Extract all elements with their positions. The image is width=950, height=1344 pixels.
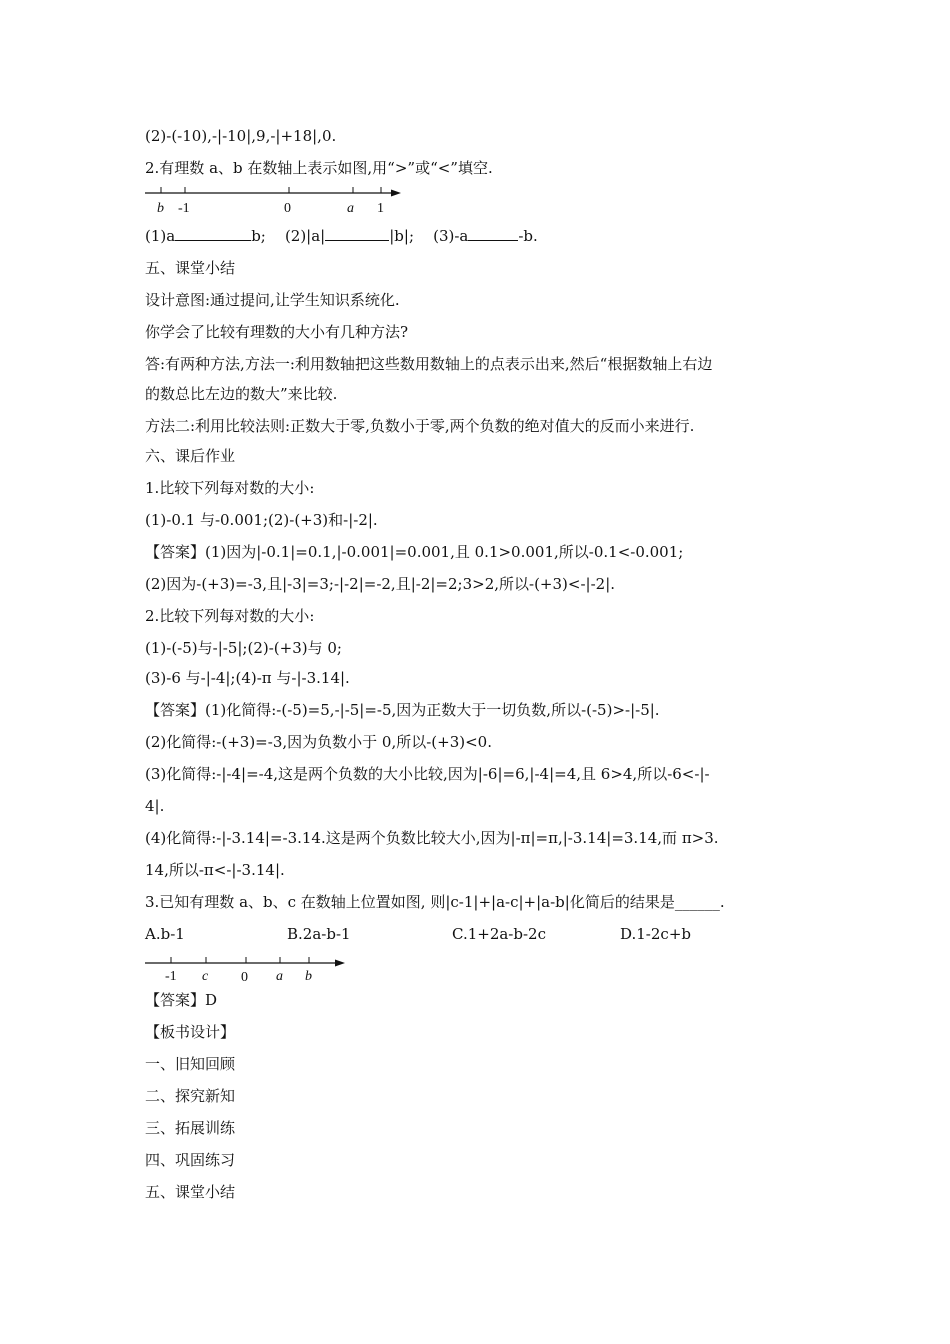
tick-label: c (202, 969, 209, 984)
tick-label: -1 (178, 201, 190, 216)
fill-blank-row: (1)a b; (2)|a| |b|; (3)-a -b. (145, 227, 538, 245)
answer-line: 【答案】(1)化简得:-(-5)=5,-|-5|=-5,因为正数大于一切负数,所以-(-5)>-|-5|. (145, 701, 660, 719)
section-heading: 五、课堂小结 (145, 259, 236, 277)
text-line: (1)-0.1 与-0.001;(2)-(+3)和-|-2|. (145, 511, 378, 529)
tick-label: a (347, 201, 354, 216)
answer-blank[interactable] (175, 226, 251, 241)
answer-line: (4)化简得:-|-3.14|=-3.14.这是两个负数比较大小,因为|-π|=π,|-3.14|=3.14,而 π>3. (145, 829, 719, 847)
option-c: C.1+2a-b-2c (452, 925, 546, 943)
list-item: 三、拓展训练 (145, 1119, 236, 1137)
text-line: 的数总比左边的数大”来比较. (145, 385, 338, 403)
text-line: 设计意图:通过提问,让学生知识系统化. (145, 291, 400, 309)
text-line: (3)-6 与-|-4|;(4)-π 与-|-3.14|. (145, 669, 350, 687)
answer-blank[interactable] (468, 226, 518, 241)
text-line: 方法二:利用比较法则:正数大于零,负数小于零,两个负数的绝对值大的反而小来进行. (145, 417, 695, 435)
tick-label: 1 (377, 201, 384, 216)
text-line: 你学会了比较有理数的大小有几种方法? (145, 323, 409, 341)
text-line: (1)-(-5)与-|-5|;(2)-(+3)与 0; (145, 639, 342, 657)
number-line-figure (143, 182, 403, 218)
answer-line: 14,所以-π<-|-3.14|. (145, 861, 285, 879)
text-line: 1.比较下列每对数的大小: (145, 479, 315, 497)
tick-label: a (276, 969, 283, 984)
tick-label: b (305, 969, 312, 984)
text-line: 答:有两种方法,方法一:利用数轴把这些数用数轴上的点表示出来,然后“根据数轴上右边 (145, 355, 713, 373)
tick-label: 0 (284, 201, 291, 216)
tick-label: 0 (241, 970, 248, 984)
list-item: 二、探究新知 (145, 1087, 236, 1105)
text-line: 2.比较下列每对数的大小: (145, 607, 315, 625)
question-line: 3.已知有理数 a、b、c 在数轴上位置如图, 则|c-1|+|a-c|+|a-b|化简后的结果是______. (145, 893, 725, 911)
list-item: 一、旧知回顾 (145, 1055, 236, 1073)
section-heading: 【板书设计】 (145, 1023, 236, 1041)
answer-line: 【答案】D (145, 991, 218, 1009)
answer-line: (3)化简得:-|-4|=-4,这是两个负数的大小比较,因为|-6|=6,|-4|=4,且 6>4,所以-6<-|- (145, 765, 710, 783)
answer-line: (2)化简得:-(+3)=-3,因为负数小于 0,所以-(+3)<0. (145, 733, 492, 751)
answer-line: (2)因为-(+3)=-3,且|-3|=3;-|-2|=-2,且|-2|=2;3>2,所以-(+3)<-|-2|. (145, 575, 616, 593)
question-line: 2.有理数 a、b 在数轴上表示如图,用“>”或“<”填空. (145, 159, 493, 177)
option-d: D.1-2c+b (620, 925, 691, 943)
option-b: B.2a-b-1 (287, 925, 351, 943)
answer-line: 【答案】(1)因为|-0.1|=0.1,|-0.001|=0.001,且 0.1>0.001,所以-0.1<-0.001; (145, 543, 684, 561)
number-line-figure (143, 950, 353, 984)
list-item: 五、课堂小结 (145, 1183, 236, 1201)
tick-label: -1 (165, 969, 177, 984)
tick-label: b (157, 201, 164, 216)
section-heading: 六、课后作业 (145, 447, 236, 465)
text-line: (2)-(-10),-|-10|,9,-|+18|,0. (145, 127, 337, 145)
answer-blank[interactable] (325, 226, 389, 241)
option-a: A.b-1 (145, 925, 185, 943)
answer-line: 4|. (145, 797, 165, 815)
list-item: 四、巩固练习 (145, 1151, 236, 1169)
